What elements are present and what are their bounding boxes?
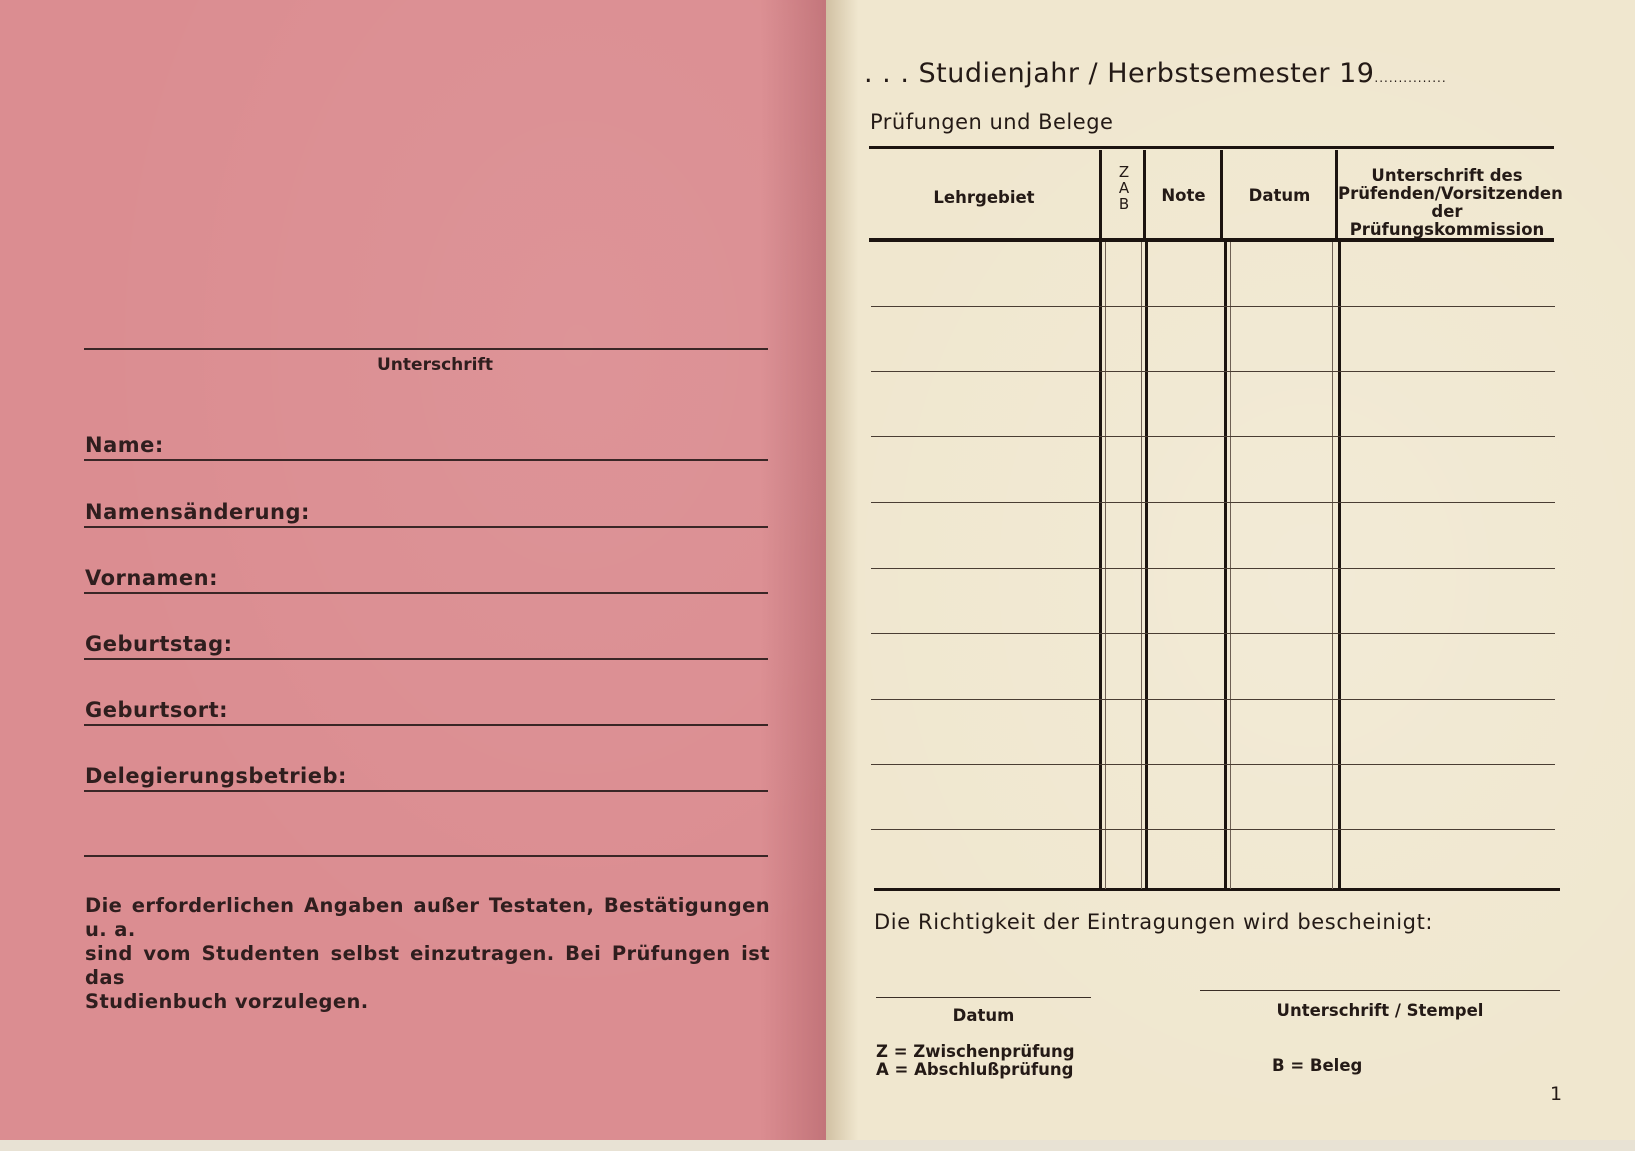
heading-dotted-blank: ............... [1374, 71, 1447, 85]
table-bottom-rule [874, 888, 1560, 891]
header-b: B [1118, 195, 1130, 213]
note-line-3: Studienbuch vorzulegen. [85, 990, 369, 1013]
field-delegating-company-label: Delegierungsbetrieb: [85, 764, 347, 788]
col-divider [1224, 242, 1227, 889]
field-name-label: Name: [85, 433, 164, 457]
col-divider [1099, 242, 1102, 889]
field-first-names-label: Vornamen: [85, 566, 218, 590]
table-row-rule [871, 306, 1555, 307]
col-divider-thin [1230, 242, 1231, 889]
page-number: 1 [1550, 1083, 1563, 1105]
col-divider-thin [1332, 242, 1333, 889]
signature-stamp-label: Unterschrift / Stempel [1276, 1001, 1484, 1020]
scan-bottom-edge [0, 1140, 1635, 1151]
header-sig-line-2: Prüfenden/Vorsitzenden [1338, 184, 1563, 203]
header-lehrgebiet: Lehrgebiet [933, 188, 1035, 207]
header-a: A [1118, 179, 1130, 197]
field-name-change [84, 496, 768, 528]
note-line-1: Die erforderlichen Angaben außer Testaten, Bestätigungen u. a. [85, 894, 770, 941]
col-divider-thin [1141, 242, 1142, 889]
header-sig-line-3: der Prüfungskommission [1349, 202, 1545, 239]
field-name [84, 429, 768, 461]
legend-beleg: B = Beleg [1272, 1056, 1363, 1075]
instructions-note [85, 894, 770, 1014]
table-row-rule [871, 568, 1555, 569]
page-heading [864, 58, 1447, 89]
table-row-rule [871, 371, 1555, 372]
table-row-rule [871, 436, 1555, 437]
table-row-rule [871, 502, 1555, 503]
field-delegating-company [84, 760, 768, 792]
header-zab [1114, 164, 1134, 212]
table-top-rule [869, 146, 1554, 149]
col-divider [1338, 242, 1341, 889]
field-birthday-label: Geburtstag: [85, 632, 233, 656]
table-row-rule [871, 829, 1555, 830]
table-row-rule [871, 764, 1555, 765]
legend-abschlusspruefung: A = Abschlußprüfung [876, 1060, 1074, 1079]
signature-stamp-line [1200, 990, 1560, 991]
table-row-rule [871, 633, 1555, 634]
header-examiner-signature [1338, 166, 1563, 239]
date-label: Datum [952, 1006, 1015, 1025]
header-z: Z [1118, 163, 1130, 181]
field-birthplace [84, 694, 768, 726]
field-birthday [84, 628, 768, 660]
header-note: Note [1161, 186, 1206, 205]
col-divider [1099, 150, 1102, 238]
legend-zwischenpruefung: Z = Zwischenprüfung [876, 1042, 1075, 1061]
date-line [876, 997, 1091, 998]
blank-line [84, 855, 768, 857]
col-divider [1145, 242, 1148, 889]
field-name-change-label: Namensänderung: [85, 500, 310, 524]
section-title: Prüfungen und Belege [870, 110, 1114, 134]
field-birthplace-label: Geburtsort: [85, 698, 229, 722]
note-line-2: sind vom Studenten selbst einzutragen. Bei Prüfungen ist das [85, 942, 770, 989]
col-divider-thin [1105, 242, 1106, 889]
signature-label: Unterschrift [377, 355, 493, 375]
signature-line [84, 348, 768, 350]
certification-text: Die Richtigkeit der Eintragungen wird bescheinigt: [874, 910, 1434, 934]
header-sig-line-1: Unterschrift des [1371, 166, 1523, 185]
table-row-rule [871, 699, 1555, 700]
heading-text: . . . Studienjahr / Herbstsemester 19 [864, 58, 1375, 89]
header-datum: Datum [1248, 186, 1311, 205]
field-first-names [84, 562, 768, 594]
